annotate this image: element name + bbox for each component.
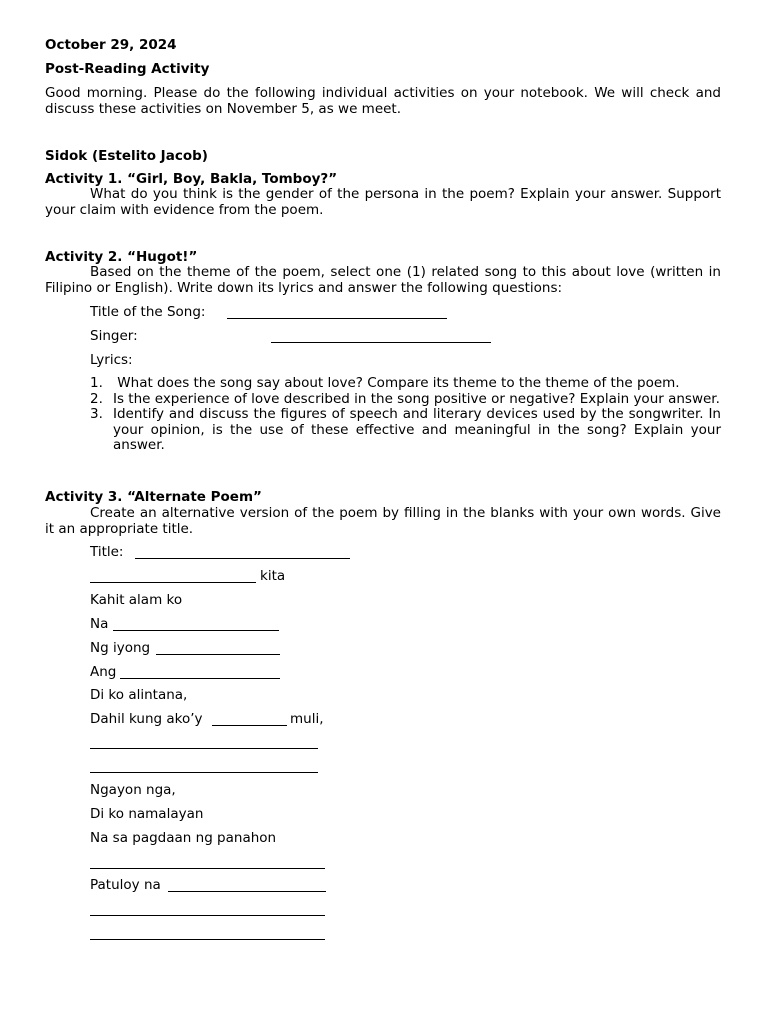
list-item [90, 392, 721, 408]
poem-line-14-text: Patuloy na [90, 877, 161, 893]
poem-line-1-blank [90, 582, 256, 583]
poem-line-7-text: Dahil kung ako’y [90, 711, 203, 727]
activity1-instructions-text: What do you think is the gender of the persona in the poem? Explain your answer. Support your claim with evidence from the poem. [45, 186, 721, 218]
document-date: October 29, 2024 [45, 37, 177, 53]
poem-line-16-blank [90, 939, 325, 940]
poem-line-3-text: Na [90, 616, 109, 632]
question-text: Identify and discuss the figures of speech and literary devices used by the songwriter. In your opinion, is the use of these effective and meaningful in the song? Explain your answer. [113, 406, 721, 453]
singer-blank [271, 342, 491, 343]
singer-label: Singer: [90, 328, 138, 344]
question-number: 3. [90, 406, 103, 422]
question-number: 1. [90, 375, 103, 391]
question-text: Is the experience of love described in the song positive or negative? Explain your answer. [113, 390, 720, 407]
poem-heading: Sidok (Estelito Jacob) [45, 148, 208, 164]
poem-line-11: Di ko namalayan [90, 806, 204, 822]
poem-title-row [90, 545, 123, 561]
poem-line-4-text: Ng iyong [90, 640, 151, 656]
activity2-heading: Activity 2. “Hugot!” [45, 249, 198, 265]
poem-line-3-blank [113, 630, 279, 631]
poem-line-14-blank [168, 891, 326, 892]
poem-line-7-blank [212, 725, 287, 726]
lyrics-label: Lyrics: [90, 352, 133, 368]
intro-paragraph: Good morning. Please do the following individual activities on your notebook. We will check and discuss these activities on November 5, as we meet. [45, 85, 721, 117]
poem-line-6: Di ko alintana, [90, 687, 188, 703]
activity1-instructions [45, 187, 721, 218]
poem-line-8-blank [90, 748, 318, 749]
song-title-blank [227, 318, 447, 319]
question-number: 2. [90, 390, 103, 407]
list-item [90, 407, 721, 454]
poem-line-7-end: muli, [290, 711, 324, 727]
poem-line-5-text: Ang [90, 664, 117, 680]
poem-line-1-text: kita [260, 568, 286, 584]
question-text: What does the song say about love? Compare its theme to the theme of the poem. [113, 375, 680, 391]
poem-line-9-blank [90, 772, 318, 773]
document-title: Post-Reading Activity [45, 61, 210, 77]
list-item [90, 376, 721, 392]
poem-line-15-blank [90, 915, 325, 916]
activity1-heading: Activity 1. “Girl, Boy, Bakla, Tomboy?” [45, 171, 338, 187]
activity2-instructions-text: Based on the theme of the poem, select one (1) related song to this about love (written in Filipino or English). Write down its lyrics and answer the following questions: [45, 264, 721, 296]
activity2-instructions [45, 265, 721, 296]
poem-line-12: Na sa pagdaan ng panahon [90, 830, 277, 846]
activity3-instructions [45, 506, 721, 537]
poem-line-10: Ngayon nga, [90, 782, 176, 798]
poem-line-4-blank [156, 654, 280, 655]
activity3-instructions-text: Create an alternative version of the poem by filling in the blanks with your own words. Give it an appropriate title. [45, 505, 721, 537]
song-title-label: Title of the Song: [90, 304, 206, 320]
activity2-question-list [90, 376, 721, 454]
poem-line-13-blank [90, 868, 325, 869]
poem-title-label: Title: [90, 544, 124, 560]
poem-line-5-blank [120, 678, 280, 679]
poem-title-blank [135, 558, 350, 559]
activity3-heading: Activity 3. “Alternate Poem” [45, 489, 262, 505]
poem-line-2: Kahit alam ko [90, 592, 183, 608]
